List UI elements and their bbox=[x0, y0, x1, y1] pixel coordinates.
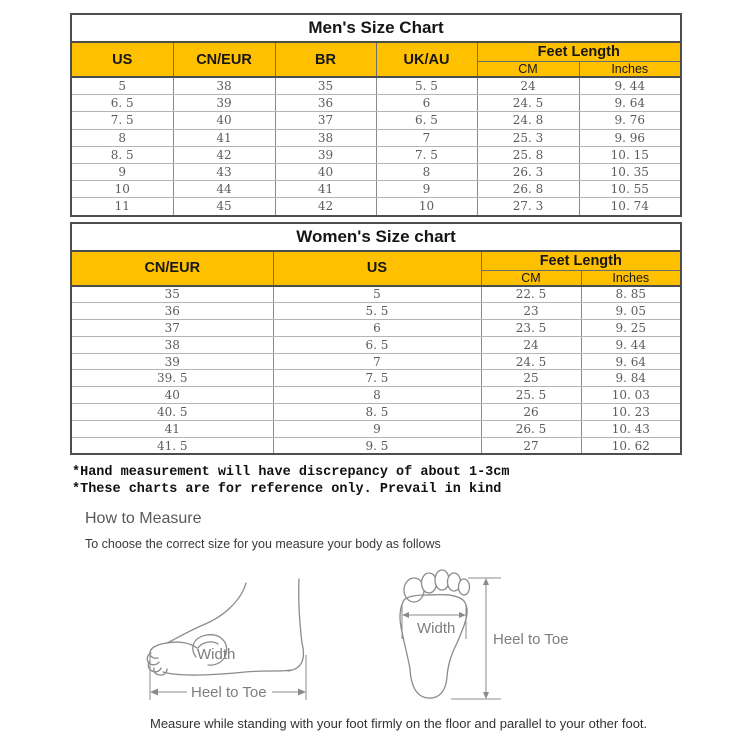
table-cell: 23. 5 bbox=[481, 320, 581, 337]
table-cell: 41 bbox=[275, 181, 376, 198]
table-row bbox=[71, 320, 681, 337]
table-cell: 25. 8 bbox=[477, 146, 579, 163]
table-cell: 25. 3 bbox=[477, 129, 579, 146]
table-cell: 10. 74 bbox=[579, 198, 681, 216]
mens-table-body bbox=[71, 77, 681, 216]
table-row bbox=[71, 77, 681, 95]
table-cell: 6 bbox=[273, 320, 481, 337]
table-cell: 40 bbox=[71, 387, 273, 404]
table-cell: 27 bbox=[481, 437, 581, 454]
mens-table-title: Men's Size Chart bbox=[71, 14, 681, 42]
col-header-cn-eur: CN/EUR bbox=[71, 251, 273, 286]
table-cell: 24 bbox=[477, 77, 579, 95]
table-cell: 9 bbox=[376, 181, 477, 198]
foot-diagrams-svg bbox=[95, 559, 715, 707]
womens-table-title: Women's Size chart bbox=[71, 223, 681, 251]
table-cell: 24 bbox=[481, 336, 581, 353]
table-row bbox=[71, 129, 681, 146]
foot-side-view-diagram bbox=[147, 579, 306, 701]
table-cell: 42 bbox=[173, 146, 275, 163]
measurement-diagrams bbox=[95, 559, 680, 712]
table-cell: 25. 5 bbox=[481, 387, 581, 404]
table-cell: 10. 15 bbox=[579, 146, 681, 163]
table-cell: 23 bbox=[481, 303, 581, 320]
table-row bbox=[71, 146, 681, 163]
table-cell: 24. 5 bbox=[477, 95, 579, 112]
table-cell: 9. 05 bbox=[581, 303, 681, 320]
table-cell: 26. 5 bbox=[481, 420, 581, 437]
table-cell: 6. 5 bbox=[71, 95, 173, 112]
table-cell: 9. 76 bbox=[579, 112, 681, 129]
table-cell: 7. 5 bbox=[273, 370, 481, 387]
disclaimer-notes bbox=[72, 464, 680, 498]
womens-header-row bbox=[71, 251, 681, 271]
col-header-feet-length: Feet Length bbox=[481, 251, 681, 271]
table-cell: 9 bbox=[71, 163, 173, 180]
side-width-label: Width bbox=[197, 646, 236, 664]
table-cell: 6 bbox=[376, 95, 477, 112]
table-cell: 37 bbox=[275, 112, 376, 129]
table-cell: 44 bbox=[173, 181, 275, 198]
col-header-cn-eur: CN/EUR bbox=[173, 42, 275, 77]
table-cell: 9. 96 bbox=[579, 129, 681, 146]
table-cell: 7 bbox=[376, 129, 477, 146]
table-cell: 26 bbox=[481, 404, 581, 421]
table-cell: 7. 5 bbox=[71, 112, 173, 129]
col-header-us: US bbox=[71, 42, 173, 77]
womens-size-table bbox=[70, 222, 682, 456]
sole-heel-to-toe-label: Heel to Toe bbox=[493, 631, 569, 649]
col-header-inches: Inches bbox=[581, 270, 681, 286]
table-row bbox=[71, 95, 681, 112]
table-cell: 6. 5 bbox=[376, 112, 477, 129]
how-to-measure-subtext: To choose the correct size for you measure your body as follows bbox=[85, 537, 441, 552]
col-header-cm: CM bbox=[477, 62, 579, 78]
table-cell: 43 bbox=[173, 163, 275, 180]
table-row bbox=[71, 353, 681, 370]
table-cell: 9. 44 bbox=[579, 77, 681, 95]
table-row bbox=[71, 437, 681, 454]
col-header-br: BR bbox=[275, 42, 376, 77]
table-cell: 11 bbox=[71, 198, 173, 216]
mens-header-row bbox=[71, 42, 681, 62]
table-cell: 26. 8 bbox=[477, 181, 579, 198]
table-cell: 5 bbox=[71, 77, 173, 95]
table-cell: 10 bbox=[376, 198, 477, 216]
table-row bbox=[71, 163, 681, 180]
table-cell: 5 bbox=[273, 286, 481, 303]
table-cell: 40. 5 bbox=[71, 404, 273, 421]
sole-width-label: Width bbox=[417, 620, 456, 638]
table-cell: 35 bbox=[71, 286, 273, 303]
table-cell: 5. 5 bbox=[376, 77, 477, 95]
table-cell: 10. 35 bbox=[579, 163, 681, 180]
table-cell: 10. 03 bbox=[581, 387, 681, 404]
table-row bbox=[71, 181, 681, 198]
col-header-inches: Inches bbox=[579, 62, 681, 78]
table-cell: 45 bbox=[173, 198, 275, 216]
col-header-cm: CM bbox=[481, 270, 581, 286]
table-cell: 9 bbox=[273, 420, 481, 437]
foot-sole-view-diagram bbox=[400, 570, 569, 699]
table-cell: 41 bbox=[71, 420, 273, 437]
table-cell: 40 bbox=[173, 112, 275, 129]
table-cell: 41. 5 bbox=[71, 437, 273, 454]
table-cell: 9. 84 bbox=[581, 370, 681, 387]
table-cell: 5. 5 bbox=[273, 303, 481, 320]
how-to-measure-heading: How to Measure bbox=[85, 510, 202, 528]
table-cell: 9. 64 bbox=[579, 95, 681, 112]
table-cell: 7 bbox=[273, 353, 481, 370]
table-cell: 25 bbox=[481, 370, 581, 387]
table-cell: 8 bbox=[273, 387, 481, 404]
measure-caption: Measure while standing with your foot firmly on the floor and parallel to your other foot. bbox=[150, 716, 648, 732]
table-row bbox=[71, 112, 681, 129]
table-cell: 24. 5 bbox=[481, 353, 581, 370]
table-row bbox=[71, 387, 681, 404]
table-cell: 24. 8 bbox=[477, 112, 579, 129]
table-cell: 39 bbox=[173, 95, 275, 112]
mens-title-row bbox=[71, 14, 681, 42]
table-cell: 8. 85 bbox=[581, 286, 681, 303]
table-cell: 35 bbox=[275, 77, 376, 95]
table-row bbox=[71, 404, 681, 421]
table-cell: 36 bbox=[275, 95, 376, 112]
table-cell: 9. 64 bbox=[581, 353, 681, 370]
note-line-1: *Hand measurement will have discrepancy of about 1-3cm bbox=[72, 465, 510, 481]
table-cell: 38 bbox=[173, 77, 275, 95]
table-cell: 10. 55 bbox=[579, 181, 681, 198]
womens-table-body bbox=[71, 286, 681, 455]
table-cell: 8. 5 bbox=[71, 146, 173, 163]
table-cell: 26. 3 bbox=[477, 163, 579, 180]
table-cell: 37 bbox=[71, 320, 273, 337]
table-cell: 8 bbox=[71, 129, 173, 146]
table-row bbox=[71, 336, 681, 353]
table-cell: 10. 23 bbox=[581, 404, 681, 421]
table-row bbox=[71, 286, 681, 303]
col-header-uk-au: UK/AU bbox=[376, 42, 477, 77]
col-header-feet-length: Feet Length bbox=[477, 42, 681, 62]
table-cell: 22. 5 bbox=[481, 286, 581, 303]
table-cell: 10 bbox=[71, 181, 173, 198]
table-cell: 40 bbox=[275, 163, 376, 180]
table-cell: 10. 43 bbox=[581, 420, 681, 437]
table-cell: 9. 5 bbox=[273, 437, 481, 454]
table-row bbox=[71, 370, 681, 387]
table-cell: 42 bbox=[275, 198, 376, 216]
col-header-us: US bbox=[273, 251, 481, 286]
table-cell: 7. 5 bbox=[376, 146, 477, 163]
note-line-2: *These charts are for reference only. Prevail in kind bbox=[72, 482, 502, 498]
table-row bbox=[71, 303, 681, 320]
table-cell: 38 bbox=[275, 129, 376, 146]
table-cell: 39. 5 bbox=[71, 370, 273, 387]
table-cell: 6. 5 bbox=[273, 336, 481, 353]
mens-size-table bbox=[70, 13, 682, 217]
table-row bbox=[71, 198, 681, 216]
table-cell: 36 bbox=[71, 303, 273, 320]
table-cell: 39 bbox=[275, 146, 376, 163]
table-cell: 10. 62 bbox=[581, 437, 681, 454]
table-cell: 8 bbox=[376, 163, 477, 180]
side-heel-to-toe-label: Heel to Toe bbox=[191, 684, 267, 702]
table-cell: 39 bbox=[71, 353, 273, 370]
table-cell: 38 bbox=[71, 336, 273, 353]
table-cell: 9. 44 bbox=[581, 336, 681, 353]
table-cell: 27. 3 bbox=[477, 198, 579, 216]
table-row bbox=[71, 420, 681, 437]
table-cell: 41 bbox=[173, 129, 275, 146]
womens-title-row bbox=[71, 223, 681, 251]
table-cell: 9. 25 bbox=[581, 320, 681, 337]
table-cell: 8. 5 bbox=[273, 404, 481, 421]
